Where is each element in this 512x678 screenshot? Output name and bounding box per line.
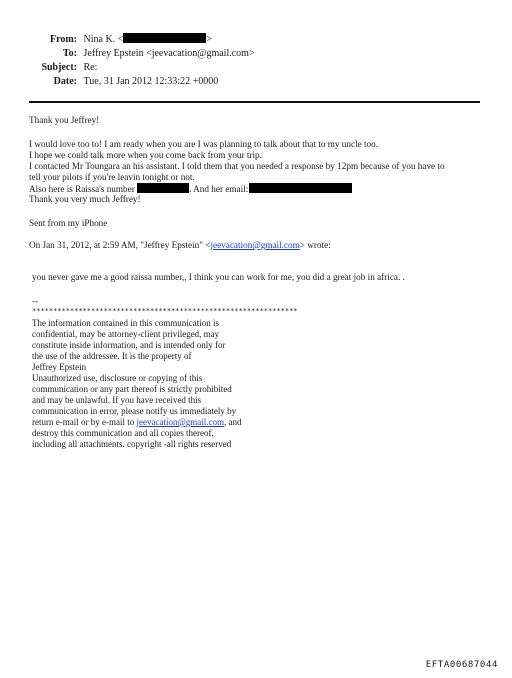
raissa-number-label: Also here is Raissa's number xyxy=(29,184,135,194)
body-line-4: tell your pilots if you're leavin tonight or not. xyxy=(29,172,195,182)
disclaimer-line-2: confidential, may be attorney-client privileged, may xyxy=(32,329,220,339)
document-id: EFTA00687044 xyxy=(425,660,498,670)
to-row xyxy=(0,47,255,60)
disclaimer-line-7: communication or any part thereof is strictly prohibited xyxy=(32,384,232,394)
signature-dashes: -- xyxy=(32,296,39,306)
return-end: , and xyxy=(223,417,242,427)
quote-email-link[interactable]: jeevacation@gmail.com xyxy=(210,240,300,250)
disclaimer-email-link[interactable]: jeevacation@gmail.com xyxy=(136,417,224,427)
body-line-6: Thank you very much Jeffrey! xyxy=(29,194,141,204)
subject-value: Re: xyxy=(83,62,98,73)
quoted-message: you never gave me a good raissa number,, I think you can work for me, you did a great job in africa. . xyxy=(32,272,405,282)
date-label: Date: xyxy=(53,76,77,87)
disclaimer-line-4: the use of the addressee. It is the property of xyxy=(32,351,192,361)
redaction-email xyxy=(249,183,352,193)
return-text: return e-mail or by e-mail to xyxy=(32,417,137,427)
disclaimer-line-8: and may be unlawful. If you have received this xyxy=(32,395,202,405)
disclaimer-line-9: communication in error, please notify us immediately by xyxy=(32,406,237,416)
disclaimer-line-11: destroy this communication and all copies thereof, xyxy=(32,428,214,438)
subject-label: Subject: xyxy=(41,62,77,73)
star-separator: *************************************************************** xyxy=(32,307,298,315)
date-row xyxy=(0,75,218,88)
from-label: From: xyxy=(49,34,77,45)
disclaimer-line-3: constitute inside information, and is intended only for xyxy=(32,340,226,350)
disclaimer-line-10 xyxy=(32,417,241,428)
from-value: Nina K. < xyxy=(83,34,124,45)
to-value: Jeffrey Epstein <jeevacation@gmail.com> xyxy=(83,48,255,59)
body-line-1: I would love too to! I am ready when you are I was planning to talk about that to my uncle too. xyxy=(29,139,379,149)
quote-intro-end: > wrote: xyxy=(299,240,331,250)
email-label: . And her email: xyxy=(189,184,249,194)
body-line-2: I hope we could talk more when you come back from your trip. xyxy=(29,150,262,160)
disclaimer-line-6: Unauthorized use, disclosure or copying of this xyxy=(32,373,203,383)
signature: Sent from my iPhone xyxy=(29,218,108,228)
subject-row xyxy=(0,61,97,74)
redaction-number xyxy=(137,183,189,193)
quote-intro xyxy=(29,240,331,251)
disclaimer-line-1: The information contained in this communication is xyxy=(32,318,219,328)
disclaimer-line-12: including all attachments. copyright -all rights reserved xyxy=(32,439,232,449)
disclaimer-line-5: Jeffrey Epstein xyxy=(32,362,87,372)
body-line-3: I contacted Mr Toungara an his assistant. I told them that you needed a response by 12pm because of you have to xyxy=(29,161,445,171)
quote-intro-text: On Jan 31, 2012, at 2:59 AM, "Jeffrey Epstein" < xyxy=(29,240,211,250)
header-divider xyxy=(29,101,480,103)
from-row xyxy=(0,33,212,46)
greeting: Thank you Jeffrey! xyxy=(29,115,100,125)
from-end: > xyxy=(206,34,212,45)
to-label: To: xyxy=(62,48,77,59)
date-value: Tue, 31 Jan 2012 12:33:22 +0000 xyxy=(83,76,219,87)
redaction-from xyxy=(123,33,206,43)
